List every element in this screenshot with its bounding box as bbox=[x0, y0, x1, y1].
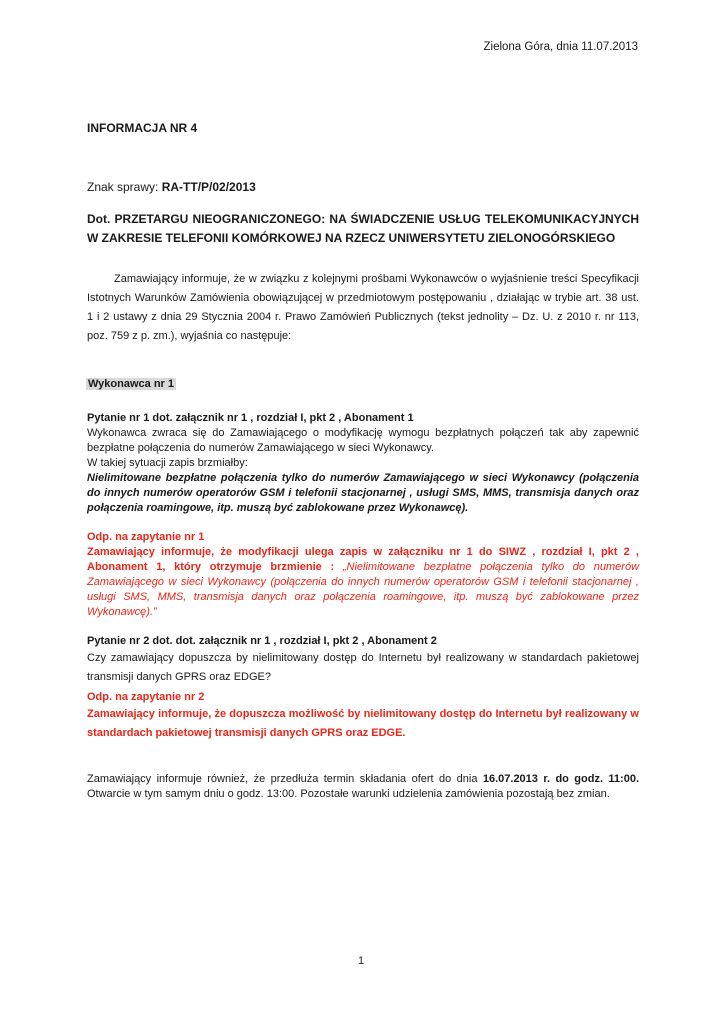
question-1-body: Wykonawca zwraca się do Zamawiającego o modyfikację wymogu bezpłatnych połączeń tak aby zapewnić bezpłatne połączenia do numerów Zamawiającego w sieci Wykonawcy. bbox=[87, 427, 639, 454]
answer-2 bbox=[87, 690, 639, 743]
question-1-intro-line: W takiej sytuacji zapis brzmiałby: bbox=[87, 457, 248, 469]
question-1-proposal: Nielimitowane bezpłatne połączenia tylko do numerów Zamawiającego w sieci Wykonawcy (połączenia do innych numerów operatorów GSM i telefonii stacjonarnej , usługi SMS, MMS, transmisja danych oraz połączenia roamingowe, itp. muszą być zablokowane przez Wykonawcę). bbox=[87, 472, 639, 514]
question-1-heading: Pytanie nr 1 dot. załącznik nr 1 , rozdział I, pkt 2 , Abonament 1 bbox=[87, 412, 414, 424]
answer-1-quote: „Nielimitowane bezpłatne połączenia tylko do numerów Zamawiającego w sieci Wykonawcy (połączenia do innych numerów operatorów GSM i telefonii stacjonarnej , usługi SMS, MMS, transmisja danych oraz połączenia roamingowe, itp. muszą być zablokowane przez Wykonawcę).” bbox=[87, 561, 640, 618]
contractor-heading: Wykonawca nr 1 bbox=[88, 378, 174, 390]
document-title: INFORMACJA NR 4 bbox=[87, 121, 198, 135]
closing-deadline: 16.07.2013 r. do godz. 11:00. bbox=[482, 773, 640, 785]
answer-1-statement: Zamawiający informuje, że modyfikacji ulega zapis w załączniku nr 1 do SIWZ , rozdział I, pkt 2 , Abonament 1, który otrzymuje brzmienie : bbox=[87, 546, 639, 573]
closing-paragraph bbox=[87, 772, 639, 802]
subject-line: Dot. PRZETARGU NIEOGRANICZONEGO: NA ŚWIADCZENIE USŁUG TELEKOMUNIKACYJNYCH W ZAKRESIE TELEFONII KOMÓRKOWEJ NA RZECZ UNIWERSYTETU ZIELONOGÓRSKIEGO bbox=[87, 212, 639, 245]
case-reference-label: Znak sprawy: bbox=[87, 180, 162, 194]
answer-1-body bbox=[87, 545, 639, 620]
case-reference-number: RA-TT/P/02/2013 bbox=[161, 180, 256, 194]
answer-1 bbox=[87, 530, 639, 620]
question-1 bbox=[87, 411, 639, 516]
page-number: 1 bbox=[358, 955, 365, 967]
answer-2-heading: Odp. na zapytanie nr 2 bbox=[87, 691, 205, 703]
case-reference bbox=[87, 180, 256, 194]
question-2-body: Czy zamawiający dopuszcza by nielimitowany dostęp do Internetu był realizowany w standardach pakietowej transmisji danych GPRS oraz EDGE? bbox=[87, 652, 639, 683]
question-2-heading: Pytanie nr 2 dot. dot. załącznik nr 1 , rozdział I, pkt 2 , Abonament 2 bbox=[87, 635, 437, 647]
answer-2-body: Zamawiający informuje, że dopuszcza możliwość by nielimitowany dostęp do Internetu był realizowany w standardach pakietowej transmisji danych GPRS oraz EDGE. bbox=[87, 708, 639, 739]
answer-1-heading: Odp. na zapytanie nr 1 bbox=[87, 531, 205, 543]
closing-text-2: Otwarcie w tym samym dniu o godz. 13:00. Pozostałe warunki udzielenia zamówienia pozostają bez zmian. bbox=[87, 788, 610, 800]
question-2 bbox=[87, 634, 639, 687]
intro-paragraph: Zamawiający informuje, że w związku z kolejnymi prośbami Wykonawców o wyjaśnienie treści Specyfikacji Istotnych Warunków Zamówienia obowiązującej w przedmiotowym postępowaniu , działając w trybie art. 38 ust. 1 i 2 ustawy z dnia 29 Stycznia 2004 r. Prawo Zamówień Publicznych (tekst jednolity – Dz. U. z 2010 r. nr 113, poz. 759 z p. zm.), wyjaśnia co następuje: bbox=[87, 273, 639, 342]
document-date: Zielona Góra, dnia 11.07.2013 bbox=[483, 41, 638, 53]
closing-text-1: Zamawiający informuje również, że przedłuża termin składania ofert do dnia bbox=[87, 773, 483, 785]
